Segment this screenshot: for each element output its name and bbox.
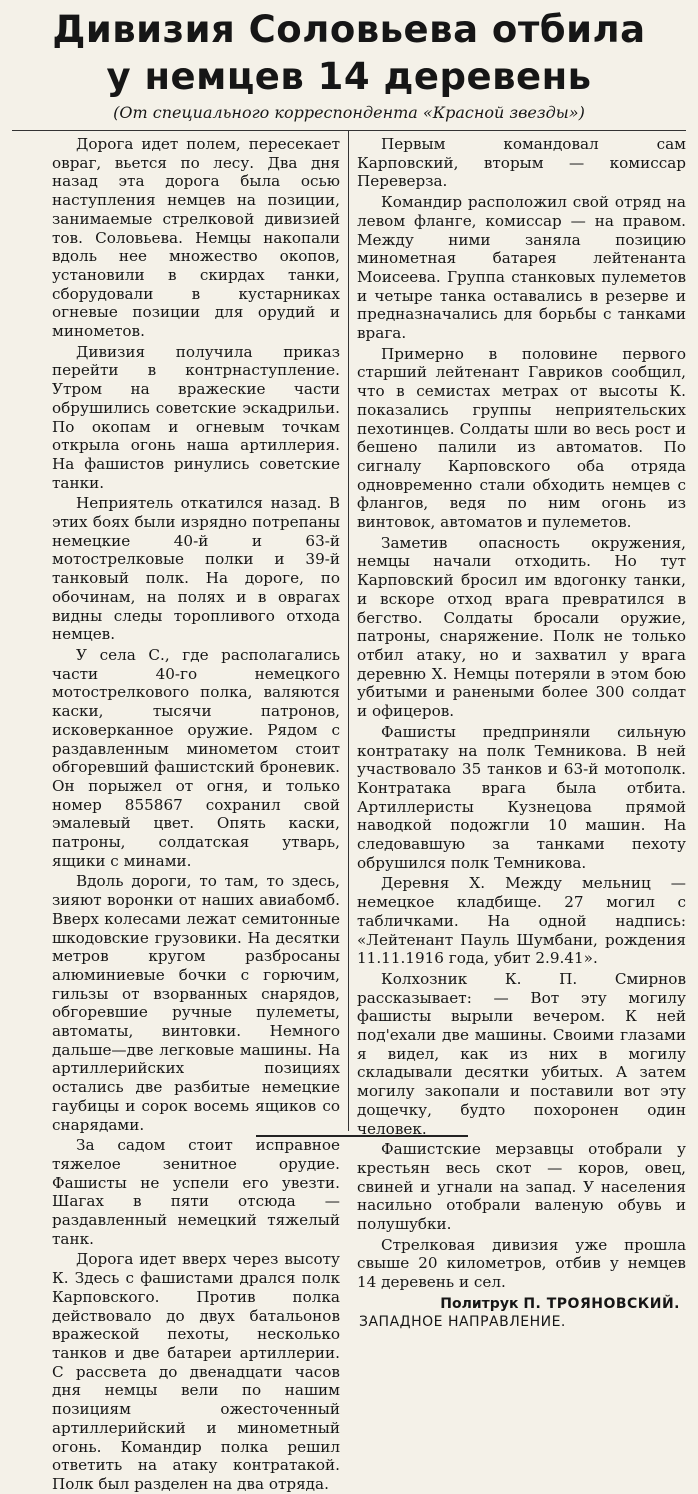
subtitle: (От специального корреспондента «Красной звезды») [113, 103, 585, 122]
paragraph: Деревня Х. Между мельниц — немецкое кладбище. 27 могил с табличками. На одной надпись: «Лейтенант Пауль Шумбани, рождения 11.11.1916 года, убит 2.9.41». [357, 874, 686, 968]
paragraph: Неприятель откатился назад. В этих боях были изрядно потрепаны немецкие 40-й и 63-й мотострелковые полки и 39-й танковый полк. На дороге, по обочинам, на полях и в оврагах видны следы торопливого отхода немцев. [52, 494, 340, 644]
headline-line-2: у немцев 14 деревень [106, 55, 592, 98]
paragraph: Фашисты предприняли сильную контратаку на полк Темникова. В ней участвовало 35 танков и 63-й мотополк. Контратака врага была отбита. Артиллеристы Кузнецова прямой наводкой подожгли 10 машин. На следовавшую за танками пехоту обрушился полк Темникова. [357, 722, 686, 872]
paragraph: Заметив опасность окружения, немцы начали отходить. Но тут Карповский бросил им вдогонку танки, и вскоре отход врага превратился в бегство. Солдаты бросали оружие, патроны, снаряжение. Полк не только отбил атаку, но и захватил у врага деревню Х. Немцы потеряли в этом бою убитыми и ранеными более 300 солдат и офицеров. [357, 533, 686, 721]
paragraph: Дивизия получила приказ перейти в контрнаступление. Утром на вражеские части обрушились советские эскадрильи. По окопам и огневым точкам открыла огонь наша артиллерия. На фашистов ринулись советские танки. [52, 342, 340, 492]
paragraph: Колхозник К. П. Смирнов рассказывает: — Вот эту могилу фашисты вырыли вечером. К ней под'ехали две машины. Своими глазами я видел, как из них в могилу складывали десятки убитых. А затем могилу закопали и поставили вот эту дощечку, будто похоронен один человек. [357, 969, 686, 1138]
right-column [349, 131, 690, 1330]
article-body [8, 131, 690, 1493]
paragraph: Дорога идет полем, пересекает овраг, вьется по лесу. Два дня назад эта дорога была осью наступления немцев на позиции, занимаемые стрелковой дивизией тов. Соловьева. Немцы накопали вдоль нее множество окопов, установили в скирдах танки, сборудовали в кустарниках огневые позиции для орудий и минометов. [52, 135, 340, 341]
headline-line-1: Дивизия Соловьева отбила [52, 8, 646, 51]
paragraph: Дорога идет вверх через высоту К. Здесь с фашистами дрался полк Карповского. Против полка действовало до двух батальонов вражеской пехоты, несколько танков и две батареи артиллерии. С рассвета до двенадцати часов дня немцы вели по нашим позициям ожесточенный артиллерийский и минометный огонь. Командир полка решил ответить на атаку контратакой. Полк был разделен на два отряда. [52, 1250, 340, 1493]
author-signature [357, 1296, 680, 1312]
paragraph: Стрелковая дивизия уже прошла свыше 20 километров, отбив у немцев 14 деревень и сел. [357, 1235, 686, 1292]
paragraph: За садом стоит исправное тяжелое зенитное орудие. Фашисты не успели его увезти. Шагах в пяти отсюда — раздавленный немецкий тяжелый танк. [52, 1136, 340, 1248]
author-rank: Политрук [440, 1295, 519, 1312]
paragraph: Вдоль дороги, то там, то здесь, зияют воронки от наших авиабомб. Вверх колесами лежат семитонные шкодовские грузовики. На десятки метров кругом разбросаны алюминиевые бочки с горючим, гильзы от взорванных снарядов, обгоревшие ручные пулеметы, автоматы, винтовки. Немного дальше—две легковые машины. На артиллерийских позициях остались две разбитые немецкие гаубицы и сорок восемь ящиков со снарядами. [52, 872, 340, 1134]
paragraph: Фашистские мерзавцы отобрали у крестьян весь скот — коров, овец, свиней и угнали на запад. У населения насильно отобрали валеную обувь и полушубки. [357, 1140, 686, 1234]
headline [8, 6, 690, 100]
left-column [8, 131, 349, 1493]
paragraph: Первым командовал сам Карповский, вторым — комиссар Переверза. [357, 135, 686, 191]
bottom-divider [256, 1135, 468, 1137]
dateline: ЗАПАДНОЕ НАПРАВЛЕНИЕ. [359, 1313, 566, 1330]
paragraph: Примерно в половине первого старший лейтенант Гавриков сообщил, что в семистах метрах от высоты К. показались группы неприятельских пехотинцев. Солдаты шли во весь рост и бешено палили из автоматов. По сигналу Карповского оба отряда одновременно стали обходить немцев с флангов, ведя по ним огонь из винтовок, автоматов и пулеметов. [357, 344, 686, 532]
paragraph: У села С., где располагались части 40-го немецкого мотострелкового полка, валяются каски, тысячи патронов, исковерканное оружие. Рядом с раздавленным минометом стоит обгоревший фашистский броневик. Он порыжел от огня, и только номер 855867 сохранил свой эмалевый цвет. Опять каски, патроны, солдатская утварь, ящики с минами. [52, 645, 340, 870]
paragraph: Командир расположил свой отряд на левом фланге, комиссар — на правом. Между ними заняла позицию минометная батарея лейтенанта Моисеева. Группа станковых пулеметов и четыре танка оставались в резерве и предназначались для борьбы с танками врага. [357, 193, 686, 343]
author-name: П. ТРОЯНОВСКИЙ. [523, 1295, 680, 1312]
